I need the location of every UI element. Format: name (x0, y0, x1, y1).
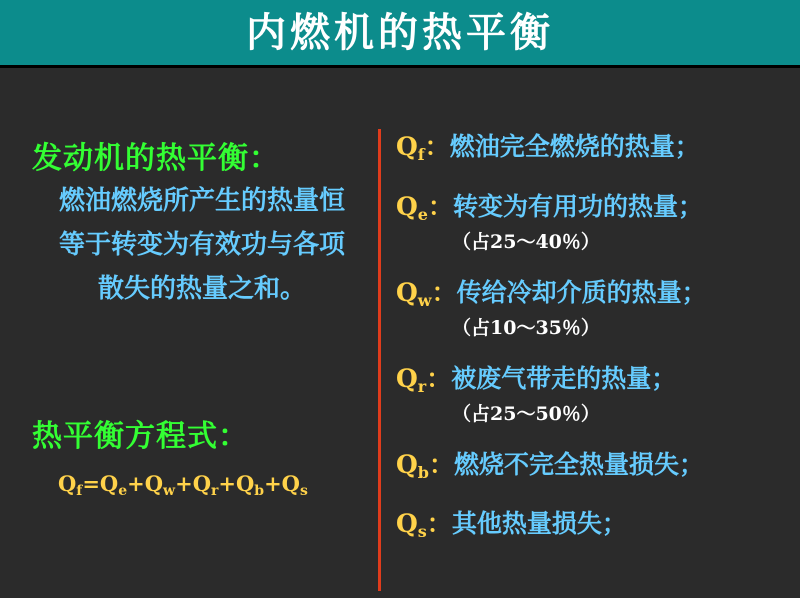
list-item (396, 504, 627, 540)
list-item (396, 187, 703, 223)
subscript: e (417, 205, 428, 224)
item-text: 燃油完全燃烧的热量； (449, 132, 700, 161)
subscript: r (417, 377, 427, 396)
vertical-divider (378, 129, 381, 591)
list-item (396, 273, 707, 309)
item-note: （占25～40％） (452, 231, 600, 253)
subscript: s (417, 522, 427, 541)
item-text: 传给冷却介质的热量； (456, 278, 707, 307)
item-note: （占10～35％） (452, 317, 600, 339)
list-item (396, 127, 700, 163)
slide-title-bar (0, 0, 800, 68)
item-note: （占25～50％） (452, 403, 600, 425)
subscript: w (417, 291, 432, 310)
left-column (0, 71, 374, 598)
right-column (390, 71, 795, 598)
heat-balance-equation: $Q_f=Q_e+Q_w+Q_r+Q_b+Q_s$ (58, 471, 308, 499)
symbol-qe: $Q_e$ (396, 192, 428, 224)
subscript: b (417, 463, 429, 482)
item-text: 其他热量损失； (451, 509, 627, 538)
colon: ： (426, 364, 452, 393)
colon: ： (427, 192, 453, 221)
item-text: 转变为有用功的热量； (452, 192, 703, 221)
slide-body (0, 71, 800, 598)
list-item (396, 359, 676, 395)
left-heading: 发动机的热平衡： (32, 141, 280, 176)
item-text: 燃烧不完全热量损失； (453, 450, 704, 479)
page-title: 内燃机的热平衡 (246, 8, 554, 56)
symbol-qw: $Q_w$ (396, 278, 432, 310)
colon: ： (426, 509, 452, 538)
list-item (396, 445, 704, 481)
symbol-qs: $Q_s$ (396, 509, 427, 541)
left-paragraph: 燃油燃烧所产生的热量恒等于转变为有效功与各项散失的热量之和。 (58, 186, 345, 304)
colon: ： (424, 132, 450, 161)
colon: ： (428, 450, 454, 479)
colon: ： (431, 278, 457, 307)
equation-heading: 热平衡方程式： (32, 419, 249, 454)
item-text: 被废气带走的热量； (451, 364, 677, 393)
symbol-qr: $Q_r$ (396, 364, 427, 396)
symbol-qb: $Q_b$ (396, 450, 429, 482)
symbol-qf: $Q_f$ (396, 132, 425, 164)
subscript: f (417, 145, 425, 164)
